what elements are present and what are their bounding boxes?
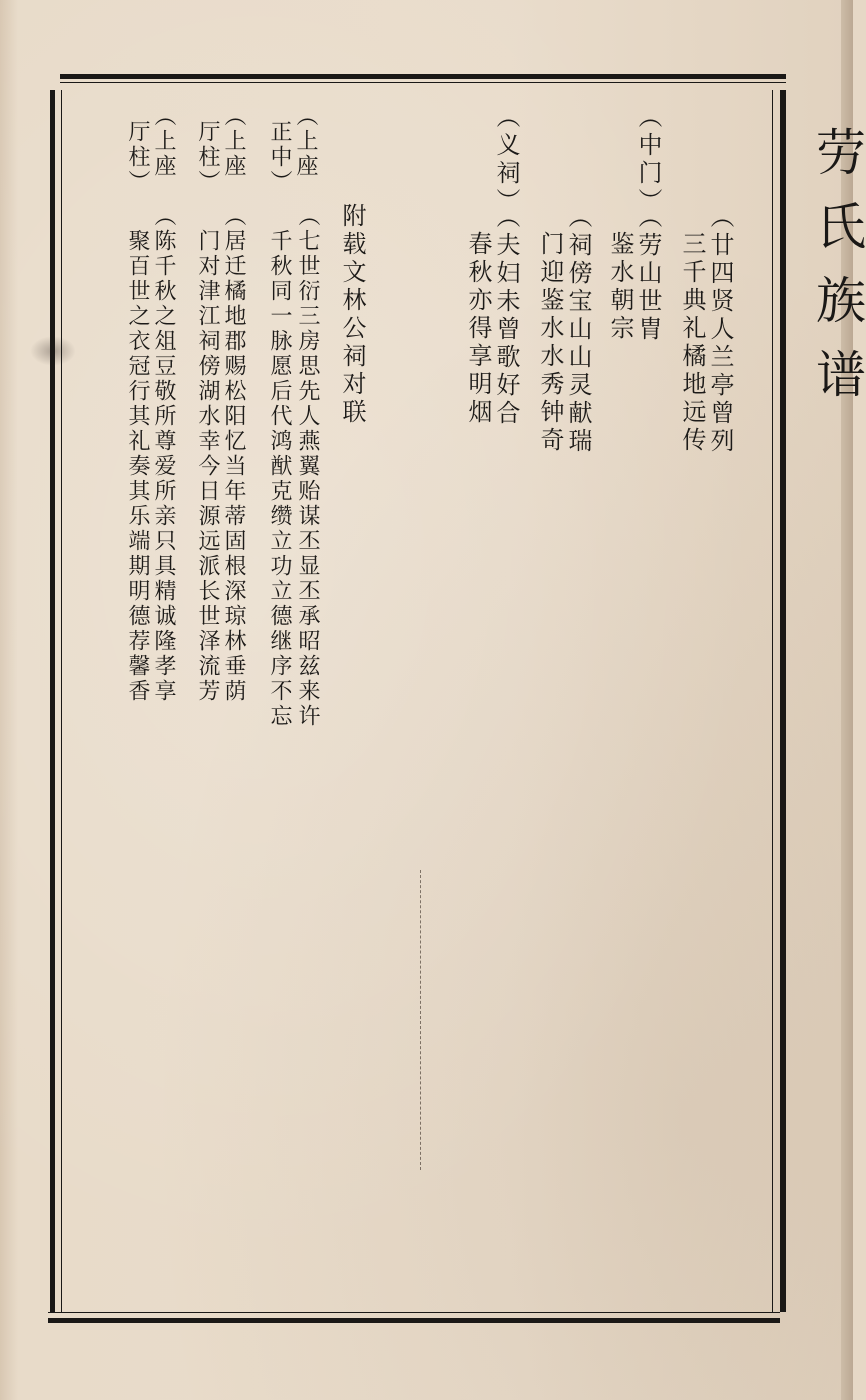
- border-right-rule: [780, 90, 786, 1312]
- couplet-line: 三千典礼橘地远传: [678, 231, 706, 455]
- couplet-line: （七世衍三房思先人燕翼贻谋丕显丕承昭兹来许: [295, 204, 320, 729]
- couplet-line: （祠傍宝山山灵献瑞: [564, 204, 592, 456]
- entry-label-line: 正中）: [267, 120, 292, 195]
- page-fold-line: [420, 870, 421, 1170]
- couplet-line: （廿四贤人兰亭曾列: [706, 204, 734, 456]
- couplet-line: 门迎鉴水水秀钟奇: [536, 231, 564, 455]
- couplet-line: 千秋同一脉愿后代鸿猷克缵立功立德继序不忘: [267, 229, 292, 729]
- couplet-line: 鉴水朝宗: [606, 231, 634, 343]
- entry-label-line: （上座: [221, 104, 246, 179]
- gutter-title: 劳氏族谱: [808, 126, 866, 422]
- border-top-thin-rule: [60, 82, 786, 83]
- couplet-line: （居迁橘地郡赐松阳忆当年蒂固根深琼林垂荫: [221, 204, 246, 704]
- couplet-line: （陈千秋之俎豆敬所尊爱所亲只具精诚隆孝享: [151, 204, 176, 704]
- border-left-thin-rule: [61, 90, 62, 1312]
- entry-label: （义祠）: [492, 104, 520, 216]
- border-left-rule: [50, 90, 55, 1312]
- border-top-rule: [60, 74, 786, 79]
- section-heading: 附载文林公祠对联: [338, 203, 366, 427]
- couplet-line: （夫妇未曾歌好合: [492, 204, 520, 428]
- border-bottom-rule: [48, 1318, 780, 1323]
- couplet-line: 门对津江祠傍湖水幸今日源远派长世泽流芳: [195, 229, 220, 704]
- couplet-line: 春秋亦得享明烟: [464, 231, 492, 427]
- entry-label-line: 厅柱）: [195, 120, 220, 195]
- border-bottom-thin-rule: [48, 1312, 780, 1313]
- entry-label-line: 厅柱）: [125, 120, 150, 195]
- couplet-line: （劳山世胄: [634, 204, 662, 344]
- couplet-line: 聚百世之衣冠行其礼奏其乐端期明德荐馨香: [125, 229, 150, 704]
- border-right-thin-rule: [772, 90, 773, 1312]
- entry-label: （中门）: [634, 104, 662, 216]
- entry-label-line: （上座: [151, 104, 176, 179]
- entry-label-line: （上座: [293, 104, 318, 179]
